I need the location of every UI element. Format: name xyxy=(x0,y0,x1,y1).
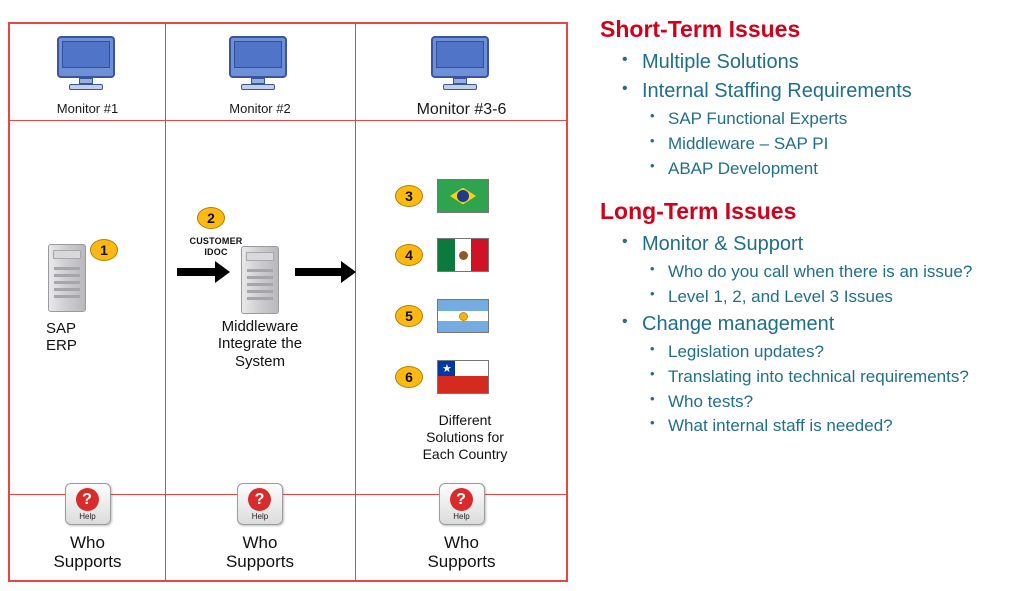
middleware-caption-line2: Integrate the xyxy=(217,335,303,353)
bullet-icon: • xyxy=(650,415,655,431)
bullet-icon: • xyxy=(650,132,655,148)
short-term-heading: Short-Term Issues xyxy=(600,16,801,42)
list-item xyxy=(642,414,1020,438)
support-caption-1-line1: Who xyxy=(70,532,105,552)
bullet-icon: • xyxy=(650,157,655,173)
support-caption-1 xyxy=(10,533,165,572)
list-item xyxy=(614,311,1020,438)
monitor-2-label: Monitor #2 xyxy=(229,101,291,116)
help-key-label: Help xyxy=(453,511,470,521)
middleware-caption xyxy=(190,318,330,370)
help-key-icon xyxy=(237,483,283,525)
monitor-2-group xyxy=(165,36,355,116)
list-item xyxy=(642,390,1020,414)
support-caption-2-line2: Supports xyxy=(225,552,295,572)
long-term-list xyxy=(614,231,1020,438)
list-item-label: Change management xyxy=(642,312,835,335)
mexico-flag-icon xyxy=(437,238,489,272)
list-item xyxy=(642,340,1020,364)
sap-erp-server-icon xyxy=(48,244,86,312)
list-item-label: Multiple Solutions xyxy=(642,51,799,73)
long-term-heading: Long-Term Issues xyxy=(600,198,797,225)
monitor-3-6-group xyxy=(355,36,568,119)
question-mark-icon: ? xyxy=(450,488,473,511)
support-caption-3 xyxy=(355,533,568,572)
list-item-label: Internal Staffing Requirements xyxy=(642,80,912,102)
list-item-label: Middleware – SAP PI xyxy=(668,133,829,153)
list-item xyxy=(642,157,1020,181)
bullet-icon: • xyxy=(650,286,655,302)
diagram-column-1 xyxy=(10,24,165,580)
list-item-label: Who tests? xyxy=(668,391,754,411)
sap-erp-caption-line1: SAP xyxy=(46,320,77,337)
monitor-1-group xyxy=(10,36,165,116)
support-caption-2-line1: Who xyxy=(242,532,278,552)
monitor-3-6-label: Monitor #3-6 xyxy=(416,101,507,118)
support-caption-2 xyxy=(165,533,355,572)
bullet-icon: • xyxy=(650,365,655,381)
customer-idoc-line2: IDOC xyxy=(204,246,228,257)
sap-erp-caption xyxy=(30,320,156,355)
brazil-flag-icon xyxy=(437,179,489,213)
support-caption-3-line1: Who xyxy=(444,532,479,552)
help-key-label: Help xyxy=(251,511,269,521)
help-key-label: Help xyxy=(79,511,96,521)
list-item-label: Monitor & Support xyxy=(642,233,804,256)
country-caption-line2: Solutions for xyxy=(426,428,504,445)
list-item-label: What internal staff is needed? xyxy=(668,416,893,436)
step-badge-4: 4 xyxy=(395,244,423,266)
list-item-label: Who do you call when there is an issue? xyxy=(668,262,973,282)
bullet-icon: • xyxy=(650,390,655,406)
bullet-icon: • xyxy=(622,312,628,330)
issues-panel xyxy=(600,16,1020,440)
middleware-caption-line1: Middleware xyxy=(221,318,299,335)
monitor-support-sublist xyxy=(642,260,1020,309)
country-caption-line1: Different xyxy=(438,412,492,428)
diagram-column-2 xyxy=(165,24,355,580)
list-item xyxy=(614,231,1020,309)
bullet-icon: • xyxy=(650,340,655,356)
list-item-label: Level 1, 2, and Level 3 Issues xyxy=(668,287,893,307)
bullet-icon: • xyxy=(622,51,628,68)
list-item-label: ABAP Development xyxy=(668,158,818,178)
support-group-2 xyxy=(165,483,355,572)
question-mark-icon: ? xyxy=(76,488,99,511)
help-key-icon xyxy=(439,483,485,525)
list-item xyxy=(642,285,1020,309)
list-item xyxy=(614,49,1020,76)
help-key-icon xyxy=(65,483,111,525)
list-item xyxy=(642,260,1020,284)
step-badge-5: 5 xyxy=(395,305,423,327)
list-item xyxy=(642,365,1020,389)
support-group-1 xyxy=(10,483,165,572)
monitor-icon xyxy=(57,36,119,92)
bullet-icon: • xyxy=(622,233,628,251)
bullet-icon: • xyxy=(650,108,655,123)
step-badge-2: 2 xyxy=(197,207,225,229)
middleware-server-icon xyxy=(241,246,279,314)
list-item-label: SAP Functional Experts xyxy=(668,109,848,128)
sap-erp-caption-line2: ERP xyxy=(46,337,77,355)
support-group-3 xyxy=(355,483,568,572)
customer-idoc-line1: CUSTOMER xyxy=(189,236,243,246)
short-term-sublist xyxy=(642,107,1020,180)
support-caption-3-line2: Supports xyxy=(427,552,496,572)
monitor-icon xyxy=(229,36,291,92)
architecture-diagram xyxy=(8,22,568,582)
question-mark-icon: ? xyxy=(248,488,271,511)
support-caption-1-line2: Supports xyxy=(53,552,122,572)
change-management-sublist xyxy=(642,340,1020,438)
list-item xyxy=(642,132,1020,156)
country-caption-line3: Each Country xyxy=(422,445,508,462)
step-badge-6: 6 xyxy=(395,366,423,388)
diagram-column-3 xyxy=(355,24,568,580)
monitor-1-label: Monitor #1 xyxy=(56,101,119,116)
list-item-label: Legislation updates? xyxy=(668,341,824,361)
list-item xyxy=(642,107,1020,131)
list-item xyxy=(614,78,1020,180)
middleware-caption-line3: System xyxy=(234,352,285,370)
step-badge-1: 1 xyxy=(90,239,118,261)
country-solutions-caption xyxy=(385,412,545,462)
step-badge-3: 3 xyxy=(395,185,423,207)
chile-flag-icon: ★ xyxy=(437,360,489,394)
bullet-icon: • xyxy=(622,80,628,97)
argentina-flag-icon xyxy=(437,299,489,333)
bullet-icon: • xyxy=(650,261,655,277)
list-item-label: Translating into technical requirements? xyxy=(668,366,969,386)
monitor-icon xyxy=(431,36,493,92)
short-term-list xyxy=(614,49,1020,180)
